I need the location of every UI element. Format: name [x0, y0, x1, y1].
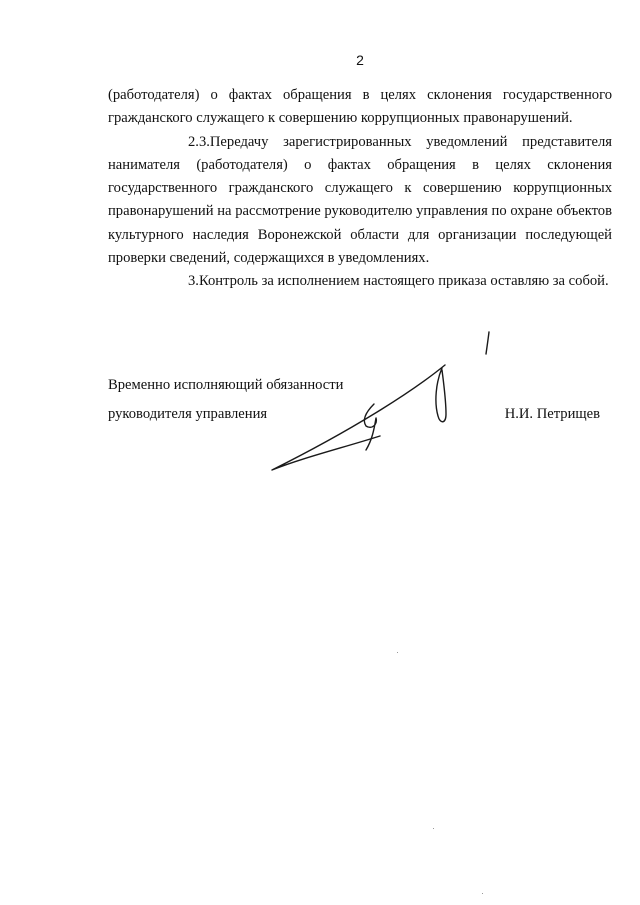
- list-item-text: Передачу зарегистрированных уведомлений представителя нанимателя (работодателя) о фактах обращения в целях склонения государственного гражданского служащего к совершению коррупционных правонарушений на рассмотрение руководителю управления по охране объектов культурного наследия Воронежской области для организации последующей проверки сведений, содержащихся в уведомлениях.: [108, 133, 612, 267]
- scan-speck: [482, 893, 483, 894]
- list-item-2-3: [108, 131, 612, 271]
- signer-position-line2: руководителя управления: [108, 406, 268, 422]
- document-body: [108, 84, 612, 294]
- list-item-number: 3.: [188, 273, 199, 290]
- signature-block: [108, 371, 612, 429]
- scan-speck: [433, 828, 434, 829]
- signer-name: Н.И. Петрищев: [504, 406, 600, 422]
- list-item-number: 2.3.: [188, 133, 210, 150]
- paragraph-continuation: (работодателя) о фактах обращения в целях склонения государственного гражданского служащего к совершению коррупционных правонарушений.: [108, 87, 612, 127]
- scan-speck: [397, 652, 398, 653]
- page-number: 2: [356, 52, 364, 68]
- list-item-text: Контроль за исполнением настоящего приказа оставляю за собой.: [198, 273, 609, 290]
- signer-position-line1: Временно исполняющий обязанности: [108, 377, 344, 393]
- list-item-3: [108, 270, 612, 293]
